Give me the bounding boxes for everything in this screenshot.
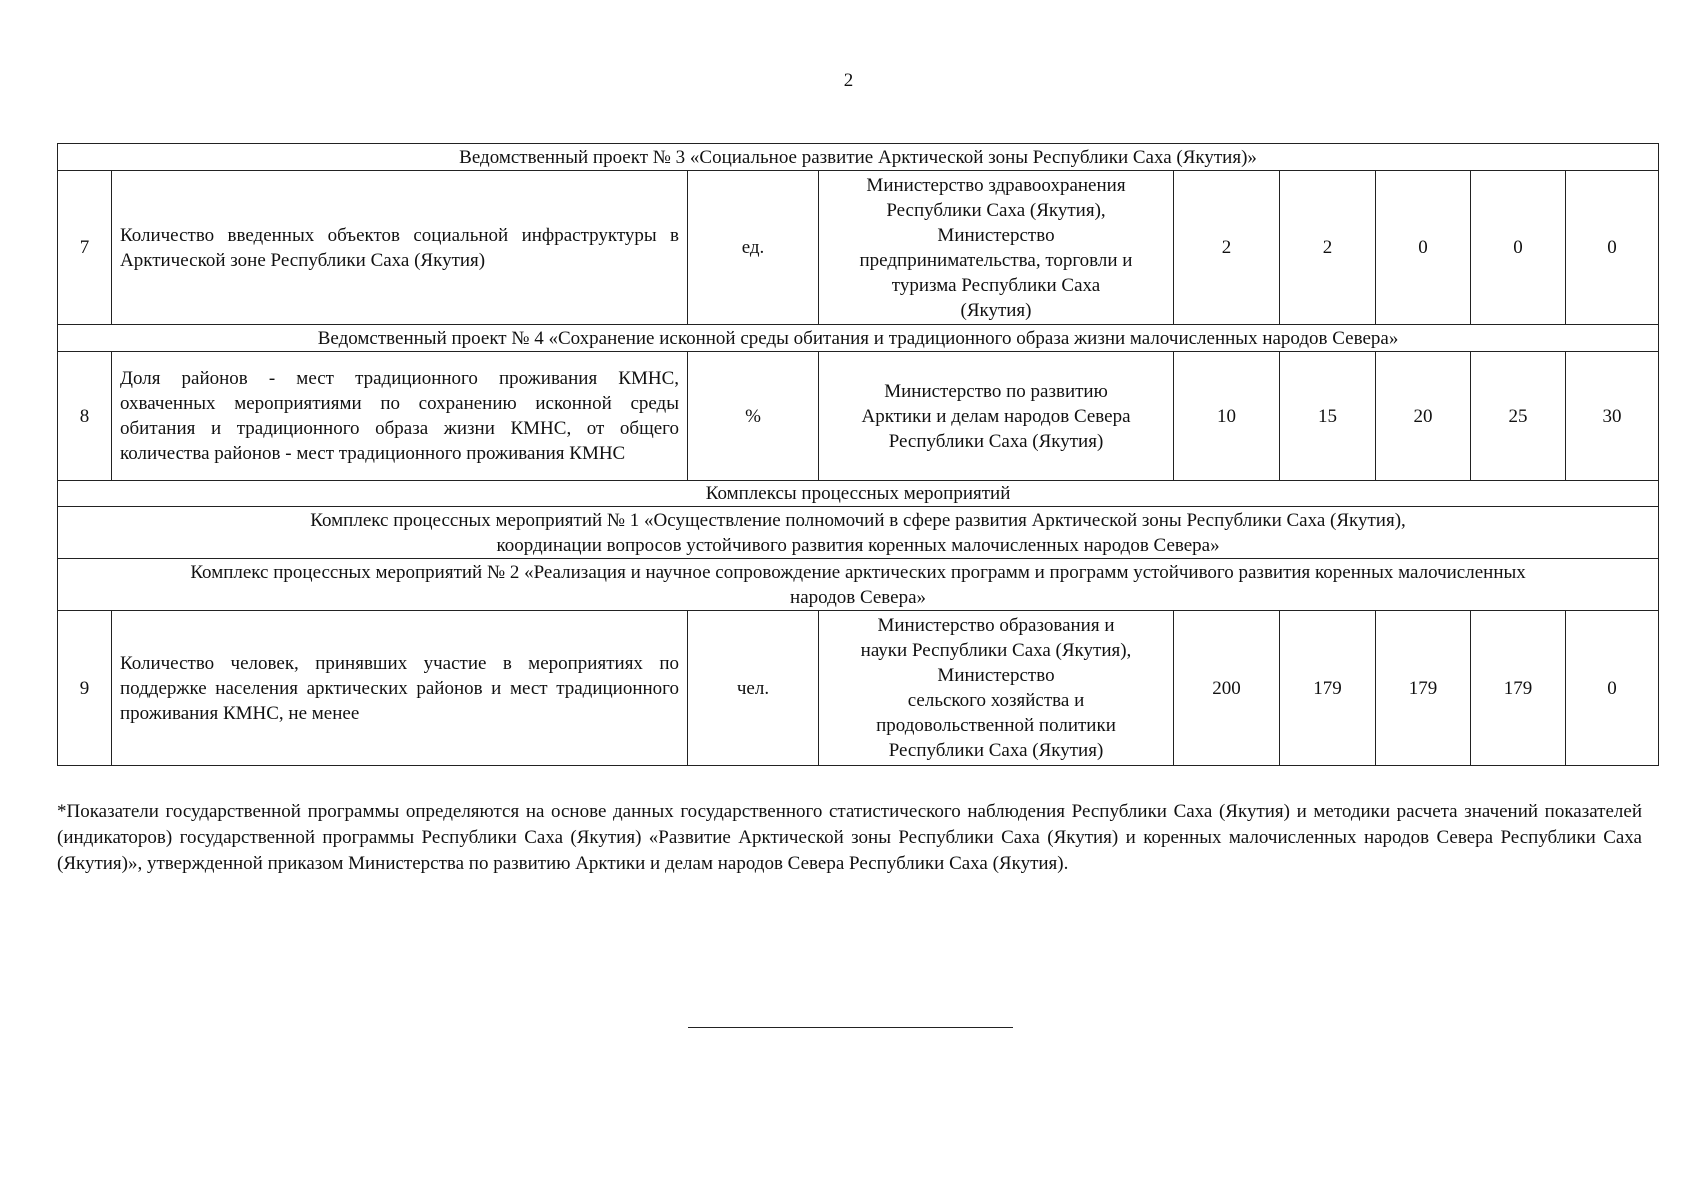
complex1-header-row [58, 507, 1659, 559]
responsible-cell [819, 611, 1174, 766]
row-number: 9 [58, 611, 112, 766]
responsible-line: Министерство [937, 665, 1055, 686]
complex2-header-row [58, 559, 1659, 611]
responsible-line: Министерство здравоохранения [866, 174, 1126, 196]
footnote: *Показатели государственной программы определяются на основе данных государственного статистического наблюдения Республики Саха (Якутия) и методики расчета значений показателей (индикаторов) государственной программы Республики Саха (Якутия) «Развитие Арктической зоны Республики Саха (Якутия) и коренных малочисленных народов Севера Республики Саха (Якутия)», утвержденной приказом Министерства по развитию Арктики и делам народов Севера Республики Саха (Якутия). [57, 801, 1642, 874]
table-row [58, 611, 1659, 766]
value-cell: 25 [1471, 352, 1566, 481]
value-cell: 2 [1174, 171, 1280, 325]
value-cell: 10 [1174, 352, 1280, 481]
complex2-header [58, 559, 1659, 611]
process-header: Комплексы процессных мероприятий [58, 481, 1659, 507]
value-cell: 179 [1376, 611, 1471, 766]
unit-cell: ед. [688, 171, 819, 325]
complex1-header [58, 507, 1659, 559]
value-cell: 20 [1376, 352, 1471, 481]
complex1-line: координации вопросов устойчивого развития коренных малочисленных народов Севера» [496, 534, 1220, 556]
unit-cell: % [688, 352, 819, 481]
value-cell: 15 [1280, 352, 1376, 481]
table-row [58, 352, 1659, 481]
indicators-table [57, 143, 1659, 766]
value-cell: 30 [1566, 352, 1659, 481]
responsible-line: Министерство [937, 224, 1055, 246]
value-cell: 0 [1471, 171, 1566, 325]
responsible-cell [819, 171, 1174, 325]
project4-header-row [58, 325, 1659, 352]
value-cell: 0 [1376, 171, 1471, 325]
responsible-line: Министерство образования и [877, 615, 1115, 636]
responsible-cell [819, 352, 1174, 481]
row-number: 8 [58, 352, 112, 481]
project4-header: Ведомственный проект № 4 «Сохранение исконной среды обитания и традиционного образа жизни малочисленных народов Севера» [58, 325, 1659, 352]
responsible-line: Арктики и делам народов Севера [861, 405, 1131, 427]
process-header-row [58, 481, 1659, 507]
row-number: 7 [58, 171, 112, 325]
responsible-line: продовольственной политики [876, 715, 1116, 736]
value-cell: 2 [1280, 171, 1376, 325]
responsible-line: предпринимательства, торговли и [859, 249, 1133, 271]
responsible-line: туризма Республики Саха [891, 274, 1101, 296]
responsible-line: науки Республики Саха (Якутия), [860, 640, 1132, 661]
value-cell: 179 [1280, 611, 1376, 766]
indicator-name: Количество человек, принявших участие в мероприятиях по поддержке населения арктических районов и мест традиционного проживания КМНС, не менее [112, 611, 688, 766]
responsible-line: Республики Саха (Якутия) [888, 740, 1104, 761]
value-cell: 200 [1174, 611, 1280, 766]
table-row [58, 171, 1659, 325]
value-cell: 0 [1566, 611, 1659, 766]
project3-header: Ведомственный проект № 3 «Социальное развитие Арктической зоны Республики Саха (Якутия)» [58, 144, 1659, 171]
complex1-line: Комплекс процессных мероприятий № 1 «Осуществление полномочий в сфере развития Арктической зоны Республики Саха (Якутия), [310, 509, 1406, 531]
responsible-line: (Якутия) [960, 299, 1032, 321]
indicator-name: Доля районов - мест традиционного проживания КМНС, охваченных мероприятиями по сохранению исконной среды обитания и традиционного образа жизни КМНС, от общего количества районов - мест традиционного проживания КМНС [112, 352, 688, 481]
complex2-line: Комплекс процессных мероприятий № 2 «Реализация и научное сопровождение арктических программ и программ устойчивого развития коренных малочисленных [190, 561, 1526, 583]
value-cell: 179 [1471, 611, 1566, 766]
page-number: 2 [843, 70, 854, 91]
complex2-line: народов Севера» [790, 586, 927, 608]
responsible-line: Республики Саха (Якутия), [886, 199, 1106, 221]
responsible-line: Республики Саха (Якутия) [888, 430, 1104, 452]
responsible-line: Министерство по развитию [884, 380, 1108, 402]
unit-cell: чел. [688, 611, 819, 766]
indicator-name: Количество введенных объектов социальной инфраструктуры в Арктической зоне Республики Саха (Якутия) [112, 171, 688, 325]
responsible-line: сельского хозяйства и [907, 690, 1085, 711]
value-cell: 0 [1566, 171, 1659, 325]
horizontal-rule [688, 1027, 1013, 1028]
project3-header-row [58, 144, 1659, 171]
